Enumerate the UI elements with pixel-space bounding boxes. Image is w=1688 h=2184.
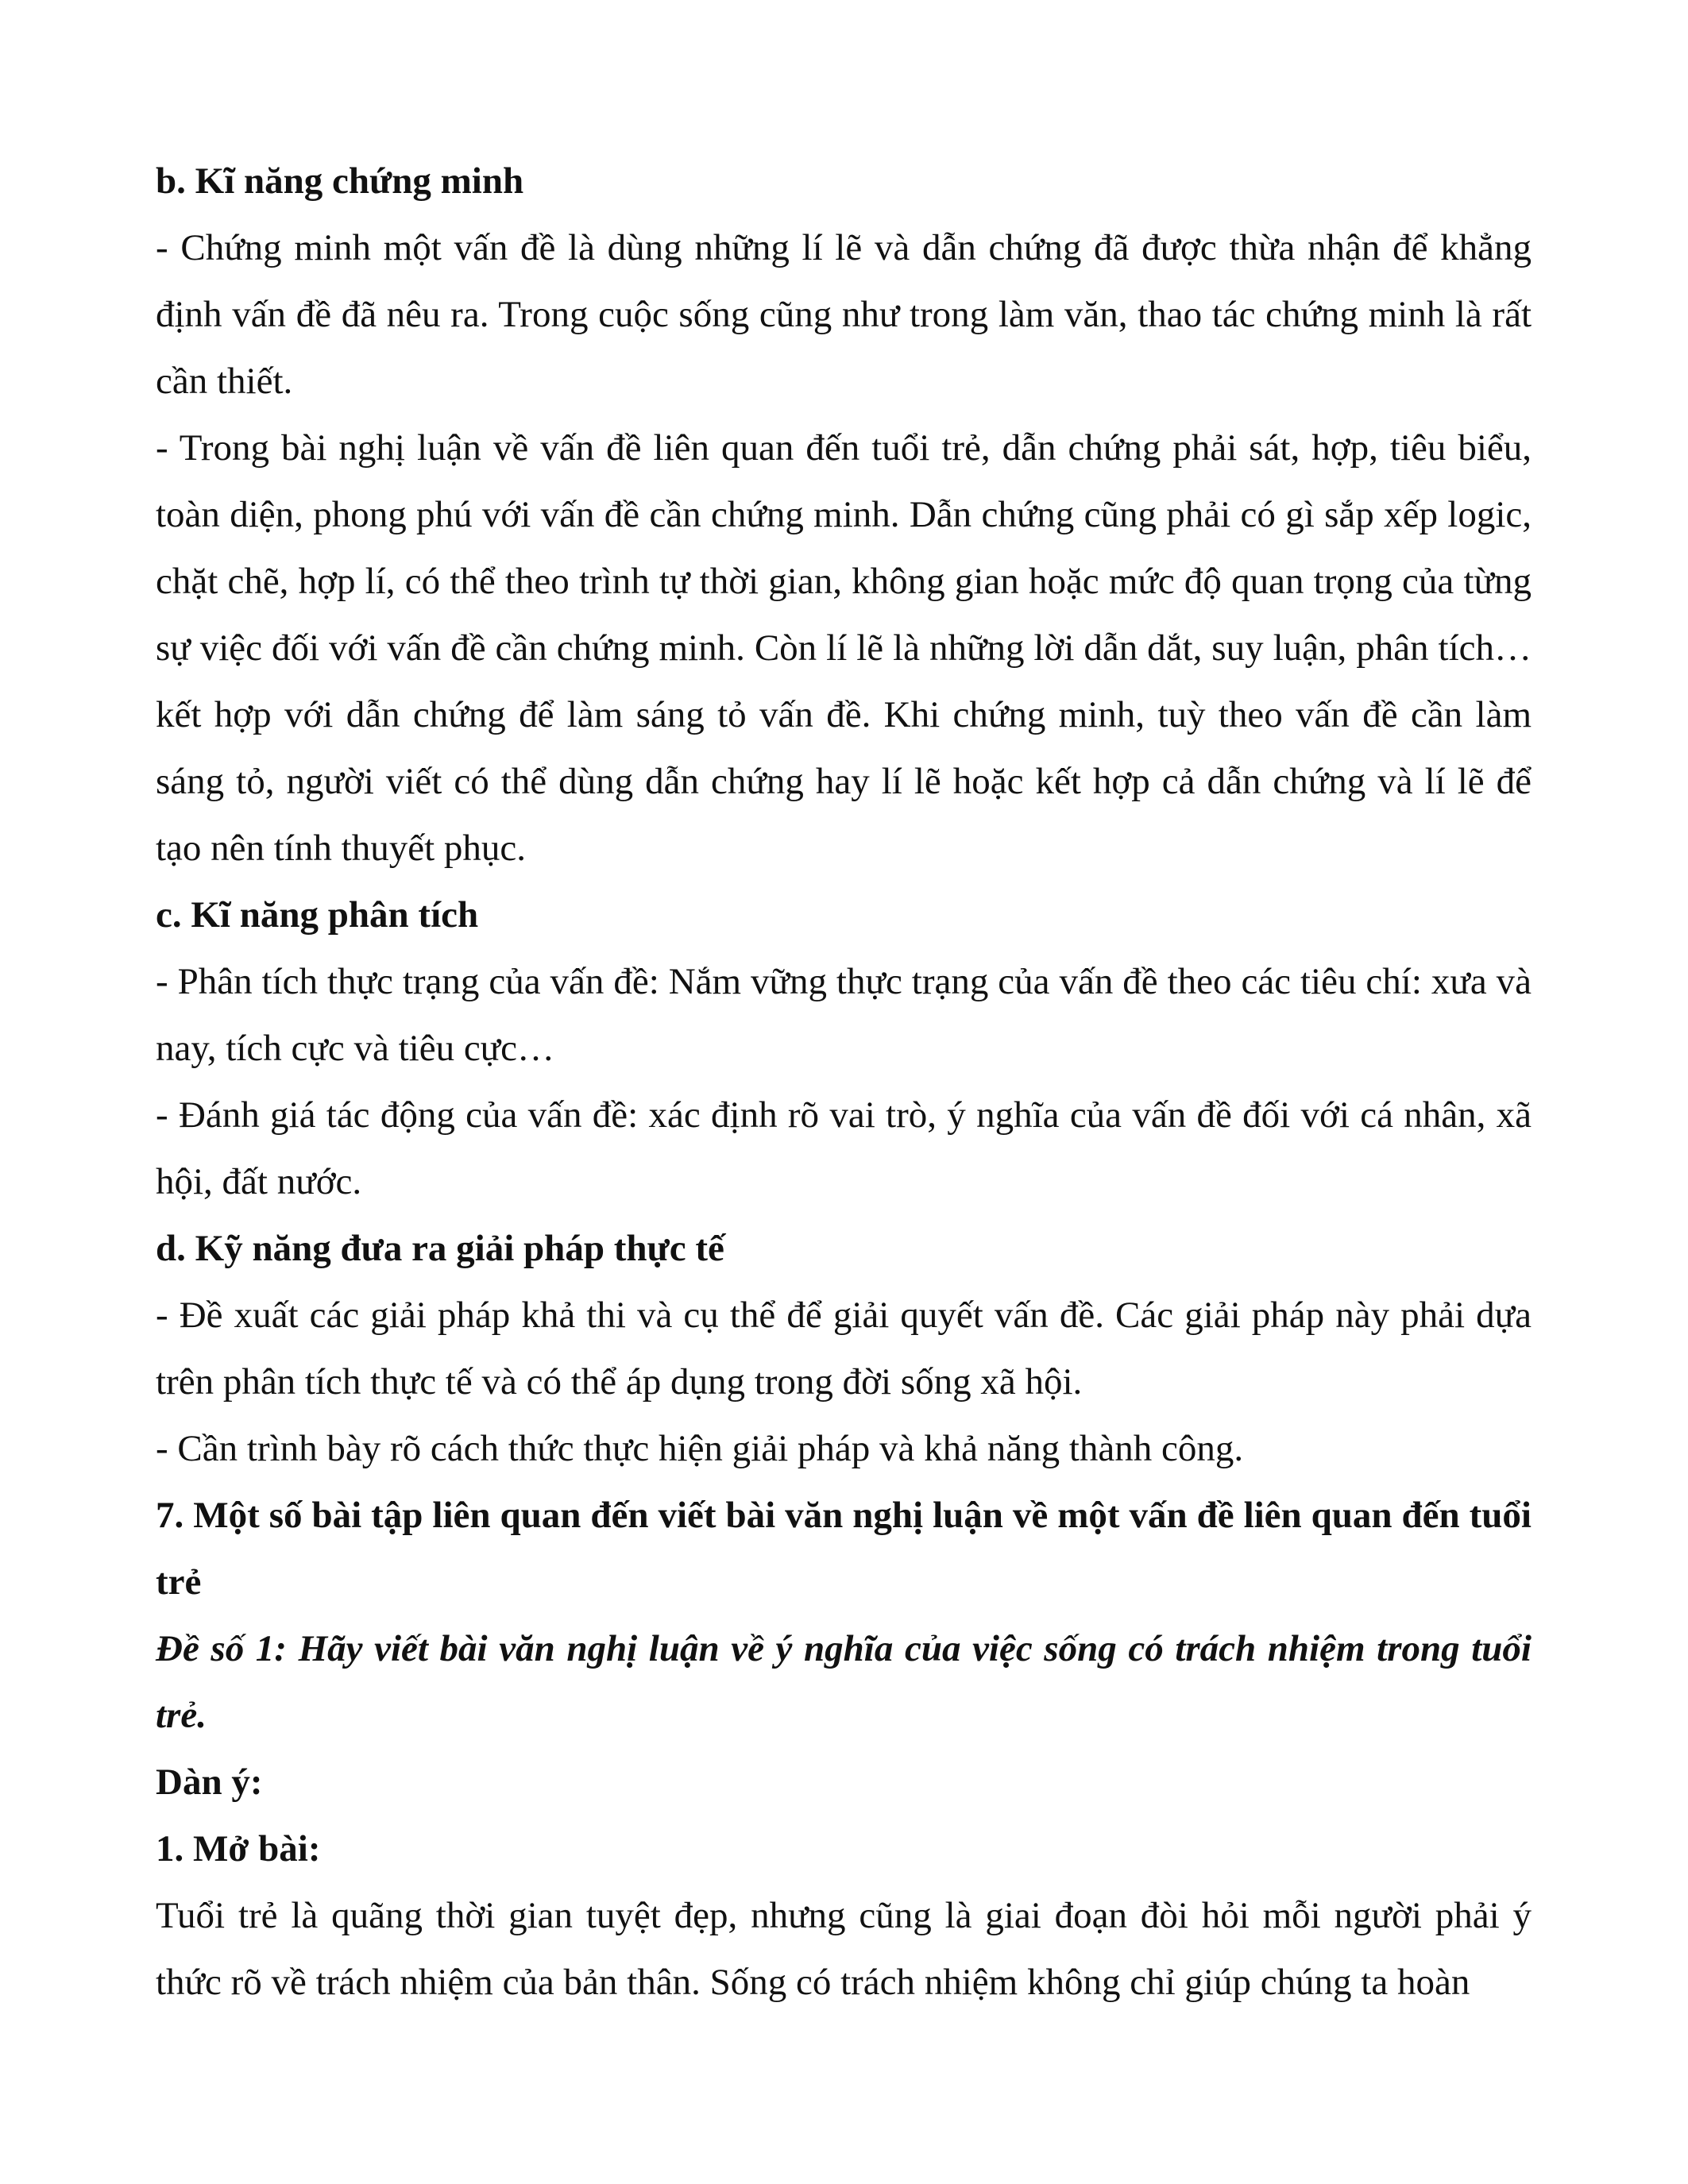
paragraph-proof-definition: - Chứng minh một vấn đề là dùng những lí lẽ và dẫn chứng đã được thừa nhận để khẳng định vấn đề đã nêu ra. Trong cuộc sống cũng như trong làm văn, thao tác chứng minh là rất cần thiết. [156,227,1532,402]
paragraph-solution-method: - Cần trình bày rõ cách thức thực hiện giải pháp và khả năng thành công. [156,1428,1244,1469]
paragraph-analysis-impact: - Đánh giá tác động của vấn đề: xác định rõ vai trò, ý nghĩa của vấn đề đối với cá nhân, xã hội, đất nước. [156,1094,1532,1202]
section-heading-solution-skill: d. Kỹ năng đưa ra giải pháp thực tế [156,1228,724,1269]
outline-heading: Dàn ý: [156,1761,263,1803]
section-heading-exercises: 7. Một số bài tập liên quan đến viết bài văn nghị luận về một vấn đề liên quan đến tuổi trẻ [156,1495,1532,1603]
document-page [156,148,1532,2016]
paragraph-solution-propose: - Đề xuất các giải pháp khả thi và cụ thể để giải quyết vấn đề. Các giải pháp này phải dựa trên phân tích thực tế và có thể áp dụng trong đời sống xã hội. [156,1295,1532,1403]
section-heading-analysis-skill: c. Kĩ năng phân tích [156,894,479,936]
section-heading-proof-skill: b. Kĩ năng chứng minh [156,160,524,202]
exercise-prompt-1: Đề số 1: Hãy viết bài văn nghị luận về ý nghĩa của việc sống có trách nhiệm trong tuổi trẻ. [156,1628,1532,1736]
outline-intro-heading: 1. Mở bài: [156,1828,321,1870]
paragraph-intro: Tuổi trẻ là quãng thời gian tuyệt đẹp, nhưng cũng là giai đoạn đòi hỏi mỗi người phải ý thức rõ về trách nhiệm của bản thân. Sống có trách nhiệm không chỉ giúp chúng ta hoàn [156,1895,1532,2003]
paragraph-proof-evidence: - Trong bài nghị luận về vấn đề liên quan đến tuổi trẻ, dẫn chứng phải sát, hợp, tiêu biểu, toàn diện, phong phú với vấn đề cần chứng minh. Dẫn chứng cũng phải có gì sắp xếp logic, chặt chẽ, hợp lí, có thể theo trình tự thời gian, không gian hoặc mức độ quan trọng của từng sự việc đối với vấn đề cần chứng minh. Còn lí lẽ là những lời dẫn dắt, suy luận, phân tích…kết hợp với dẫn chứng để làm sáng tỏ vấn đề. Khi chứng minh, tuỳ theo vấn đề cần làm sáng tỏ, người viết có thể dùng dẫn chứng hay lí lẽ hoặc kết hợp cả dẫn chứng và lí lẽ để tạo nên tính thuyết phục. [156,427,1532,869]
paragraph-analysis-reality: - Phân tích thực trạng của vấn đề: Nắm vững thực trạng của vấn đề theo các tiêu chí: xưa và nay, tích cực và tiêu cực… [156,961,1532,1069]
